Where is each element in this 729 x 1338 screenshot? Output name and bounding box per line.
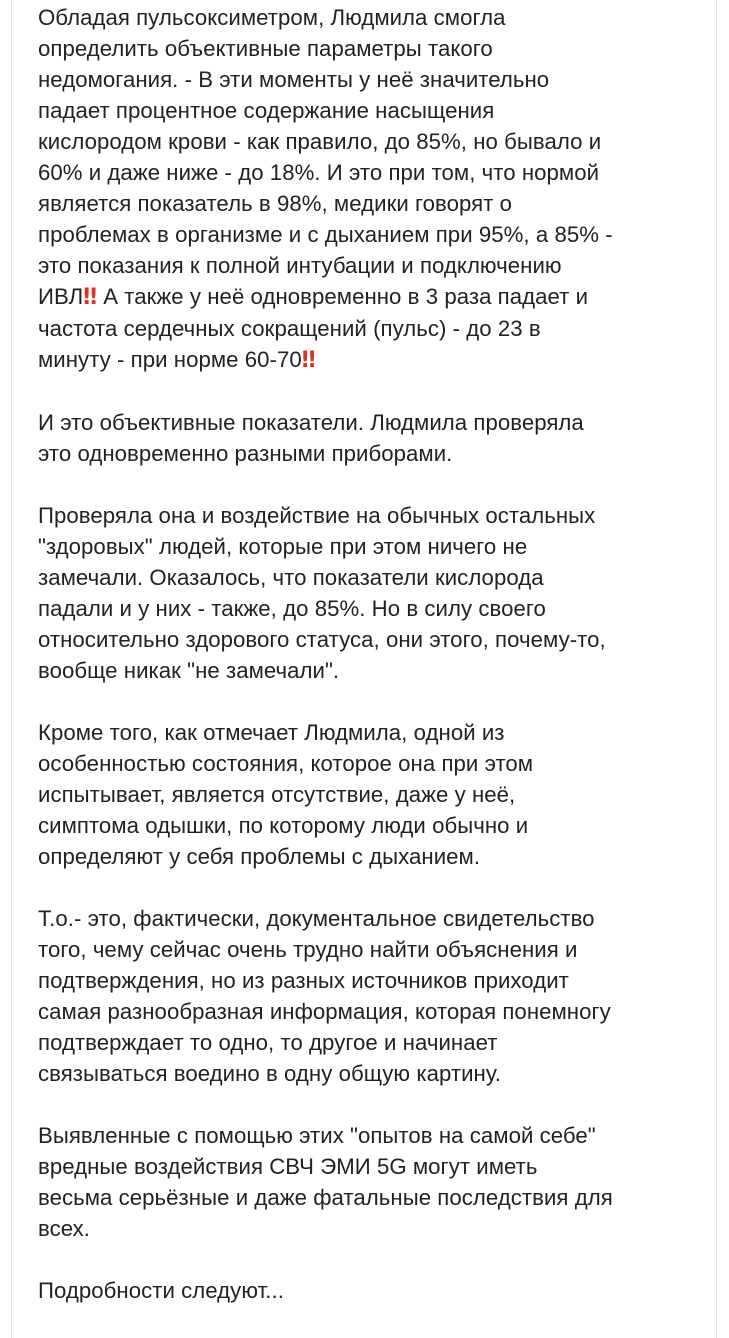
text-segment: минуту - при норме 60-70 <box>38 347 302 372</box>
text-line: проблемах в организме и с дыханием при 95%, а 85% - <box>38 222 613 247</box>
text-segment: А также у неё одновременно в 3 раза падает и <box>97 284 589 309</box>
paragraph-1 <box>38 2 678 376</box>
text-line: это показания к полной интубации и подключению <box>38 253 562 278</box>
text-line: подтверждает то одно, то другое и начинает <box>38 1030 498 1055</box>
text-segment: ИВЛ <box>38 284 84 309</box>
paragraph-2 <box>38 407 678 469</box>
text-line: испытывает, является отсутствие, даже у неё, <box>38 782 516 807</box>
text-line: частота сердечных сокращений (пульс) - до 23 в <box>38 316 541 341</box>
double-exclamation-icon: ‼ <box>301 348 313 373</box>
text-line: падает процентное содержание насыщения <box>38 98 495 123</box>
text-line: падали и у них - также, до 85%. Но в силу своего <box>38 596 546 621</box>
text-line <box>38 281 678 313</box>
text-line: симптома одышки, по которому люди обычно и <box>38 813 529 838</box>
paragraph-6 <box>38 1120 678 1244</box>
text-line: кислородом крови - как правило, до 85%, но бывало и <box>38 129 602 154</box>
text-line: замечали. Оказалось, что показатели кислорода <box>38 565 544 590</box>
text-line: Т.о.- это, фактически, документальное свидетельство <box>38 906 595 931</box>
text-line: Выявленные с помощью этих "опытов на самой себе" <box>38 1123 596 1148</box>
text-line: Обладая пульсоксиметром, Людмила смогла <box>38 5 506 30</box>
text-line: связываться воедино в одну общую картину. <box>38 1061 501 1086</box>
paragraph-4 <box>38 717 678 872</box>
text-line <box>38 344 678 376</box>
text-line: Проверяла она и воздействие на обычных остальных <box>38 503 596 528</box>
text-line: это одновременно разными приборами. <box>38 441 453 466</box>
paragraph-3 <box>38 500 678 686</box>
text-line: Подробности следуют... <box>38 1278 284 1303</box>
post-text <box>38 2 678 1337</box>
text-line: вредные воздействия СВЧ ЭМИ 5G могут иметь <box>38 1154 538 1179</box>
text-line: относительно здорового статуса, они этого, почему-то, <box>38 627 606 652</box>
text-line: особенностью состояния, которое она при этом <box>38 751 534 776</box>
double-exclamation-icon: ‼ <box>83 285 95 310</box>
post-card <box>11 0 717 1338</box>
text-line: 60% и даже ниже - до 18%. И это при том, что нормой <box>38 160 600 185</box>
text-line: И это объективные показатели. Людмила проверяла <box>38 410 584 435</box>
text-line: самая разнообразная информация, которая понемногу <box>38 999 611 1024</box>
text-line: является показатель в 98%, медики говорят о <box>38 191 513 216</box>
paragraph-7 <box>38 1275 678 1306</box>
text-line: подтверждения, но из разных источников приходит <box>38 968 569 993</box>
text-line: всех. <box>38 1216 90 1241</box>
text-line: определить объективные параметры такого <box>38 36 493 61</box>
text-line: недомогания. - В эти моменты у неё значительно <box>38 67 550 92</box>
text-line: Кроме того, как отмечает Людмила, одной из <box>38 720 505 745</box>
text-line: весьма серьёзные и даже фатальные последствия для <box>38 1185 613 1210</box>
text-line: того, чему сейчас очень трудно найти объяснения и <box>38 937 578 962</box>
text-line: определяют у себя проблемы с дыханием. <box>38 844 481 869</box>
text-line: "здоровых" людей, которые при этом ничего не <box>38 534 528 559</box>
text-line: вообще никак "не замечали". <box>38 658 340 683</box>
paragraph-5 <box>38 903 678 1089</box>
